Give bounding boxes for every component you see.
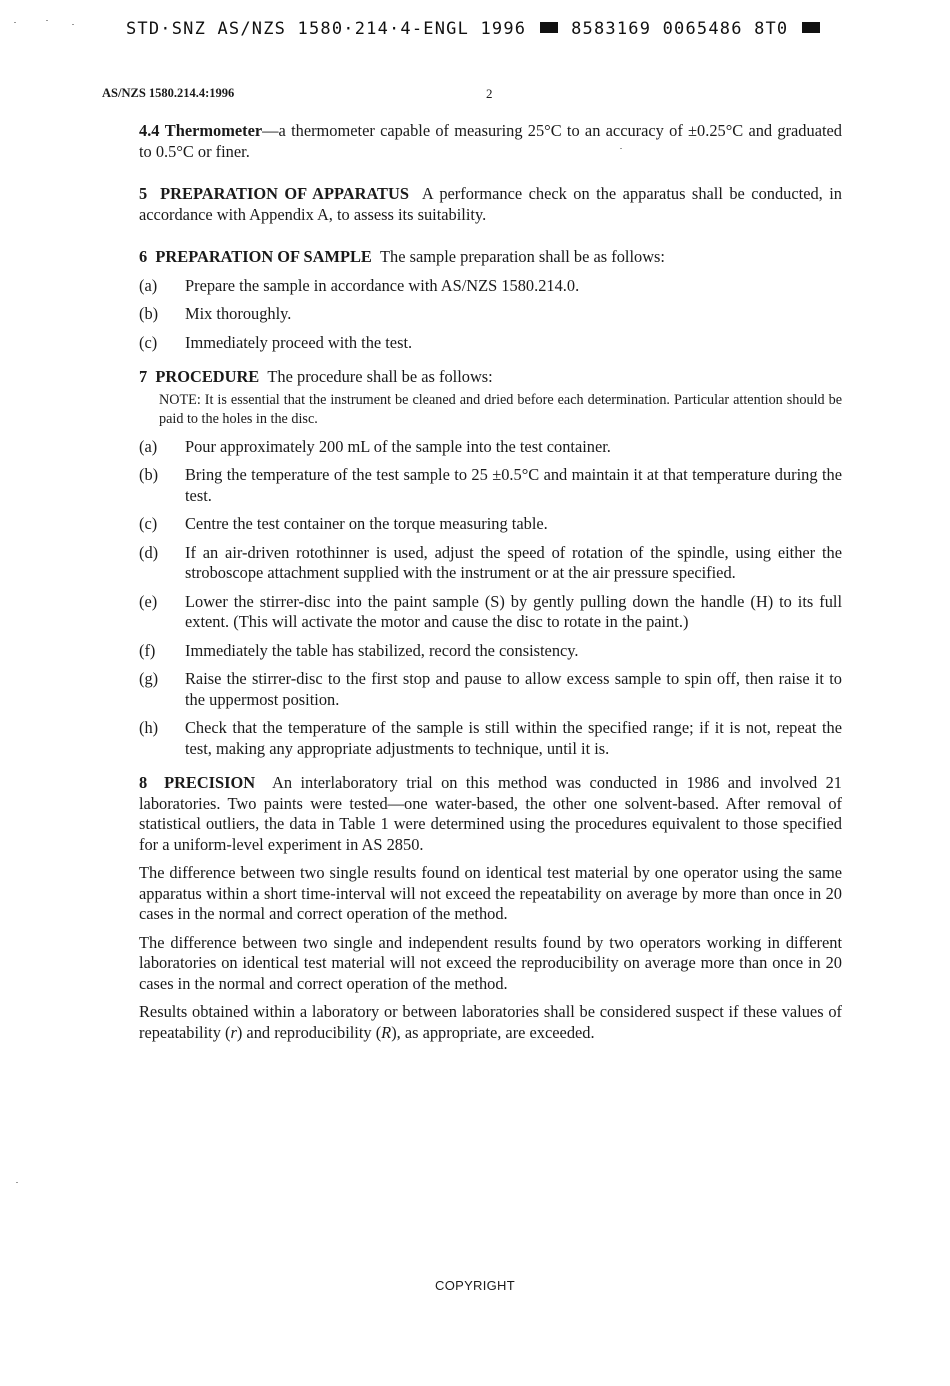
section-7-number: 7 [139, 367, 148, 386]
section-8-paragraph-3: The difference between two single and independent results found by two operators working in different laboratories on identical test material will not exceed the reproducibility on average more than once in 20 cases in the normal and correct operation of the method. [139, 932, 842, 993]
list-item [139, 592, 842, 633]
barcode-block-icon [802, 22, 820, 33]
section-6-number: 6 [139, 247, 148, 266]
section-4-4-number: 4.4 [139, 121, 160, 140]
section-5-title: PREPARATION OF APPARATUS [160, 184, 409, 203]
scan-header-part2: 8583169 0065486 8T0 [571, 19, 789, 39]
list-item-text: Centre the test container on the torque measuring table. [185, 514, 548, 533]
list-item-label: (c) [139, 332, 158, 352]
list-item-text: Mix thoroughly. [185, 304, 292, 323]
section-8-title: PRECISION [164, 773, 256, 792]
scan-speck [16, 1182, 18, 1183]
list-item-text: Prepare the sample in accordance with AS/NZS 1580.214.0. [185, 275, 580, 295]
section-5 [139, 184, 842, 225]
section-7-paragraph [139, 367, 842, 388]
repeatability-symbol: r [230, 1022, 237, 1042]
scan-speck [46, 20, 48, 21]
section-8-text: An interlaboratory trial on this method was conducted in 1986 and involved 21 laboratories. Two paints were tested—one water-based, the other one solvent-based. After removal of statistical outliers, the data in Table 1 were determined using the procedures equivalent to those specified for a uniform-level experiment in AS 2850. [139, 773, 842, 854]
list-item [139, 276, 842, 297]
list-item [139, 437, 842, 458]
page-body [139, 121, 842, 1065]
list-item [139, 543, 842, 584]
scan-header-code [126, 19, 822, 39]
footer-copyright: COPYRIGHT [435, 1278, 515, 1293]
section-6-paragraph [139, 247, 842, 268]
para4-part-c: ), as appropriate, are exceeded. [391, 1022, 595, 1042]
section-6-list [139, 276, 842, 354]
section-7-list [139, 437, 842, 760]
list-item [139, 641, 842, 662]
section-4-4-title: Thermometer [164, 121, 263, 140]
section-7-note: NOTE: It is essential that the instrument be cleaned and dried before each determination. Particular attention should be paid to the holes in the disc. [159, 391, 842, 427]
section-5-number: 5 [139, 184, 148, 203]
section-8-paragraph-2: The difference between two single results found on identical test material by one operator using the same apparatus within a short time-interval will not exceed the repeatability on average by more than once in 20 cases in the normal and correct operation of the method. [139, 863, 842, 923]
list-item-label: (d) [139, 542, 159, 562]
list-item-text: Bring the temperature of the test sample to 25 ±0.5°C and maintain it at that temperature during the test. [185, 465, 842, 505]
para4-part-a: Results obtained within a laboratory or between laboratories shall be considered suspect if these values of repeatability ( [139, 1002, 842, 1042]
list-item-text: Pour approximately 200 mL of the sample into the test container. [185, 436, 611, 456]
list-item-label: (g) [139, 669, 159, 688]
list-item-label: (f) [139, 640, 156, 660]
section-4-4-text: a thermometer capable of measuring 25°C to an accuracy of ±0.25°C and graduated to 0.5°C or finer. [139, 121, 842, 161]
page-number: 2 [486, 86, 493, 101]
section-6-title: PREPARATION OF SAMPLE [155, 247, 372, 266]
list-item-text: Raise the stirrer-disc to the first stop and pause to allow excess sample to spin off, then raise it to the uppermost position. [185, 669, 842, 709]
section-5-paragraph [139, 184, 842, 225]
list-item [139, 304, 842, 325]
section-8-paragraph-4 [139, 1002, 842, 1043]
scan-speck [72, 24, 74, 25]
section-6 [139, 247, 842, 353]
list-item [139, 669, 842, 710]
section-8-number: 8 [139, 773, 148, 792]
list-item-label: (h) [139, 718, 159, 737]
reproducibility-symbol: R [381, 1022, 392, 1042]
em-dash: — [262, 121, 279, 140]
list-item-label: (a) [139, 275, 158, 295]
document-id: AS/NZS 1580.214.4:1996 [102, 86, 235, 100]
section-5-text: A performance check on the apparatus shall be conducted, in accordance with Appendix A, to assess its suitability. [139, 184, 842, 224]
section-8-paragraph [139, 773, 842, 855]
para4-part-b: ) and reproducibility ( [236, 1022, 382, 1042]
list-item-text: Immediately the table has stabilized, record the consistency. [185, 640, 579, 660]
section-4-4 [139, 121, 842, 162]
section-7-title: PROCEDURE [155, 367, 260, 386]
list-item-text: If an air-driven rotothinner is used, adjust the speed of rotation of the spindle, using either the stroboscope attachment supplied with the instrument or at the air pressure specified. [185, 542, 842, 582]
list-item [139, 465, 842, 506]
list-item [139, 718, 842, 759]
barcode-block-icon [540, 22, 558, 33]
list-item-text: Check that the temperature of the sample is still within the specified range; if it is not, repeat the test, making any appropriate adjustments to technique, until it is. [185, 718, 842, 758]
scan-speck [14, 22, 16, 23]
list-item-label: (b) [139, 304, 159, 323]
section-8 [139, 773, 842, 1043]
list-item-text: Lower the stirrer-disc into the paint sample (S) by gently pulling down the handle (H) to its full extent. (This will activate the motor and cause the disc to rotate in the paint.) [185, 591, 842, 631]
list-item-label: (c) [139, 514, 158, 533]
list-item-label: (a) [139, 436, 158, 456]
section-6-text: The sample preparation shall be as follows: [380, 247, 665, 266]
section-7-text: The procedure shall be as follows: [267, 367, 493, 386]
section-7 [139, 367, 842, 759]
list-item [139, 333, 842, 354]
scan-speck [620, 148, 622, 149]
section-4-4-paragraph [139, 121, 842, 162]
list-item-text: Immediately proceed with the test. [185, 332, 413, 352]
scan-header-part1: STD·SNZ AS/NZS 1580·214·4-ENGL 1996 [126, 19, 527, 39]
list-item [139, 514, 842, 535]
list-item-label: (b) [139, 465, 159, 484]
list-item-label: (e) [139, 591, 158, 611]
